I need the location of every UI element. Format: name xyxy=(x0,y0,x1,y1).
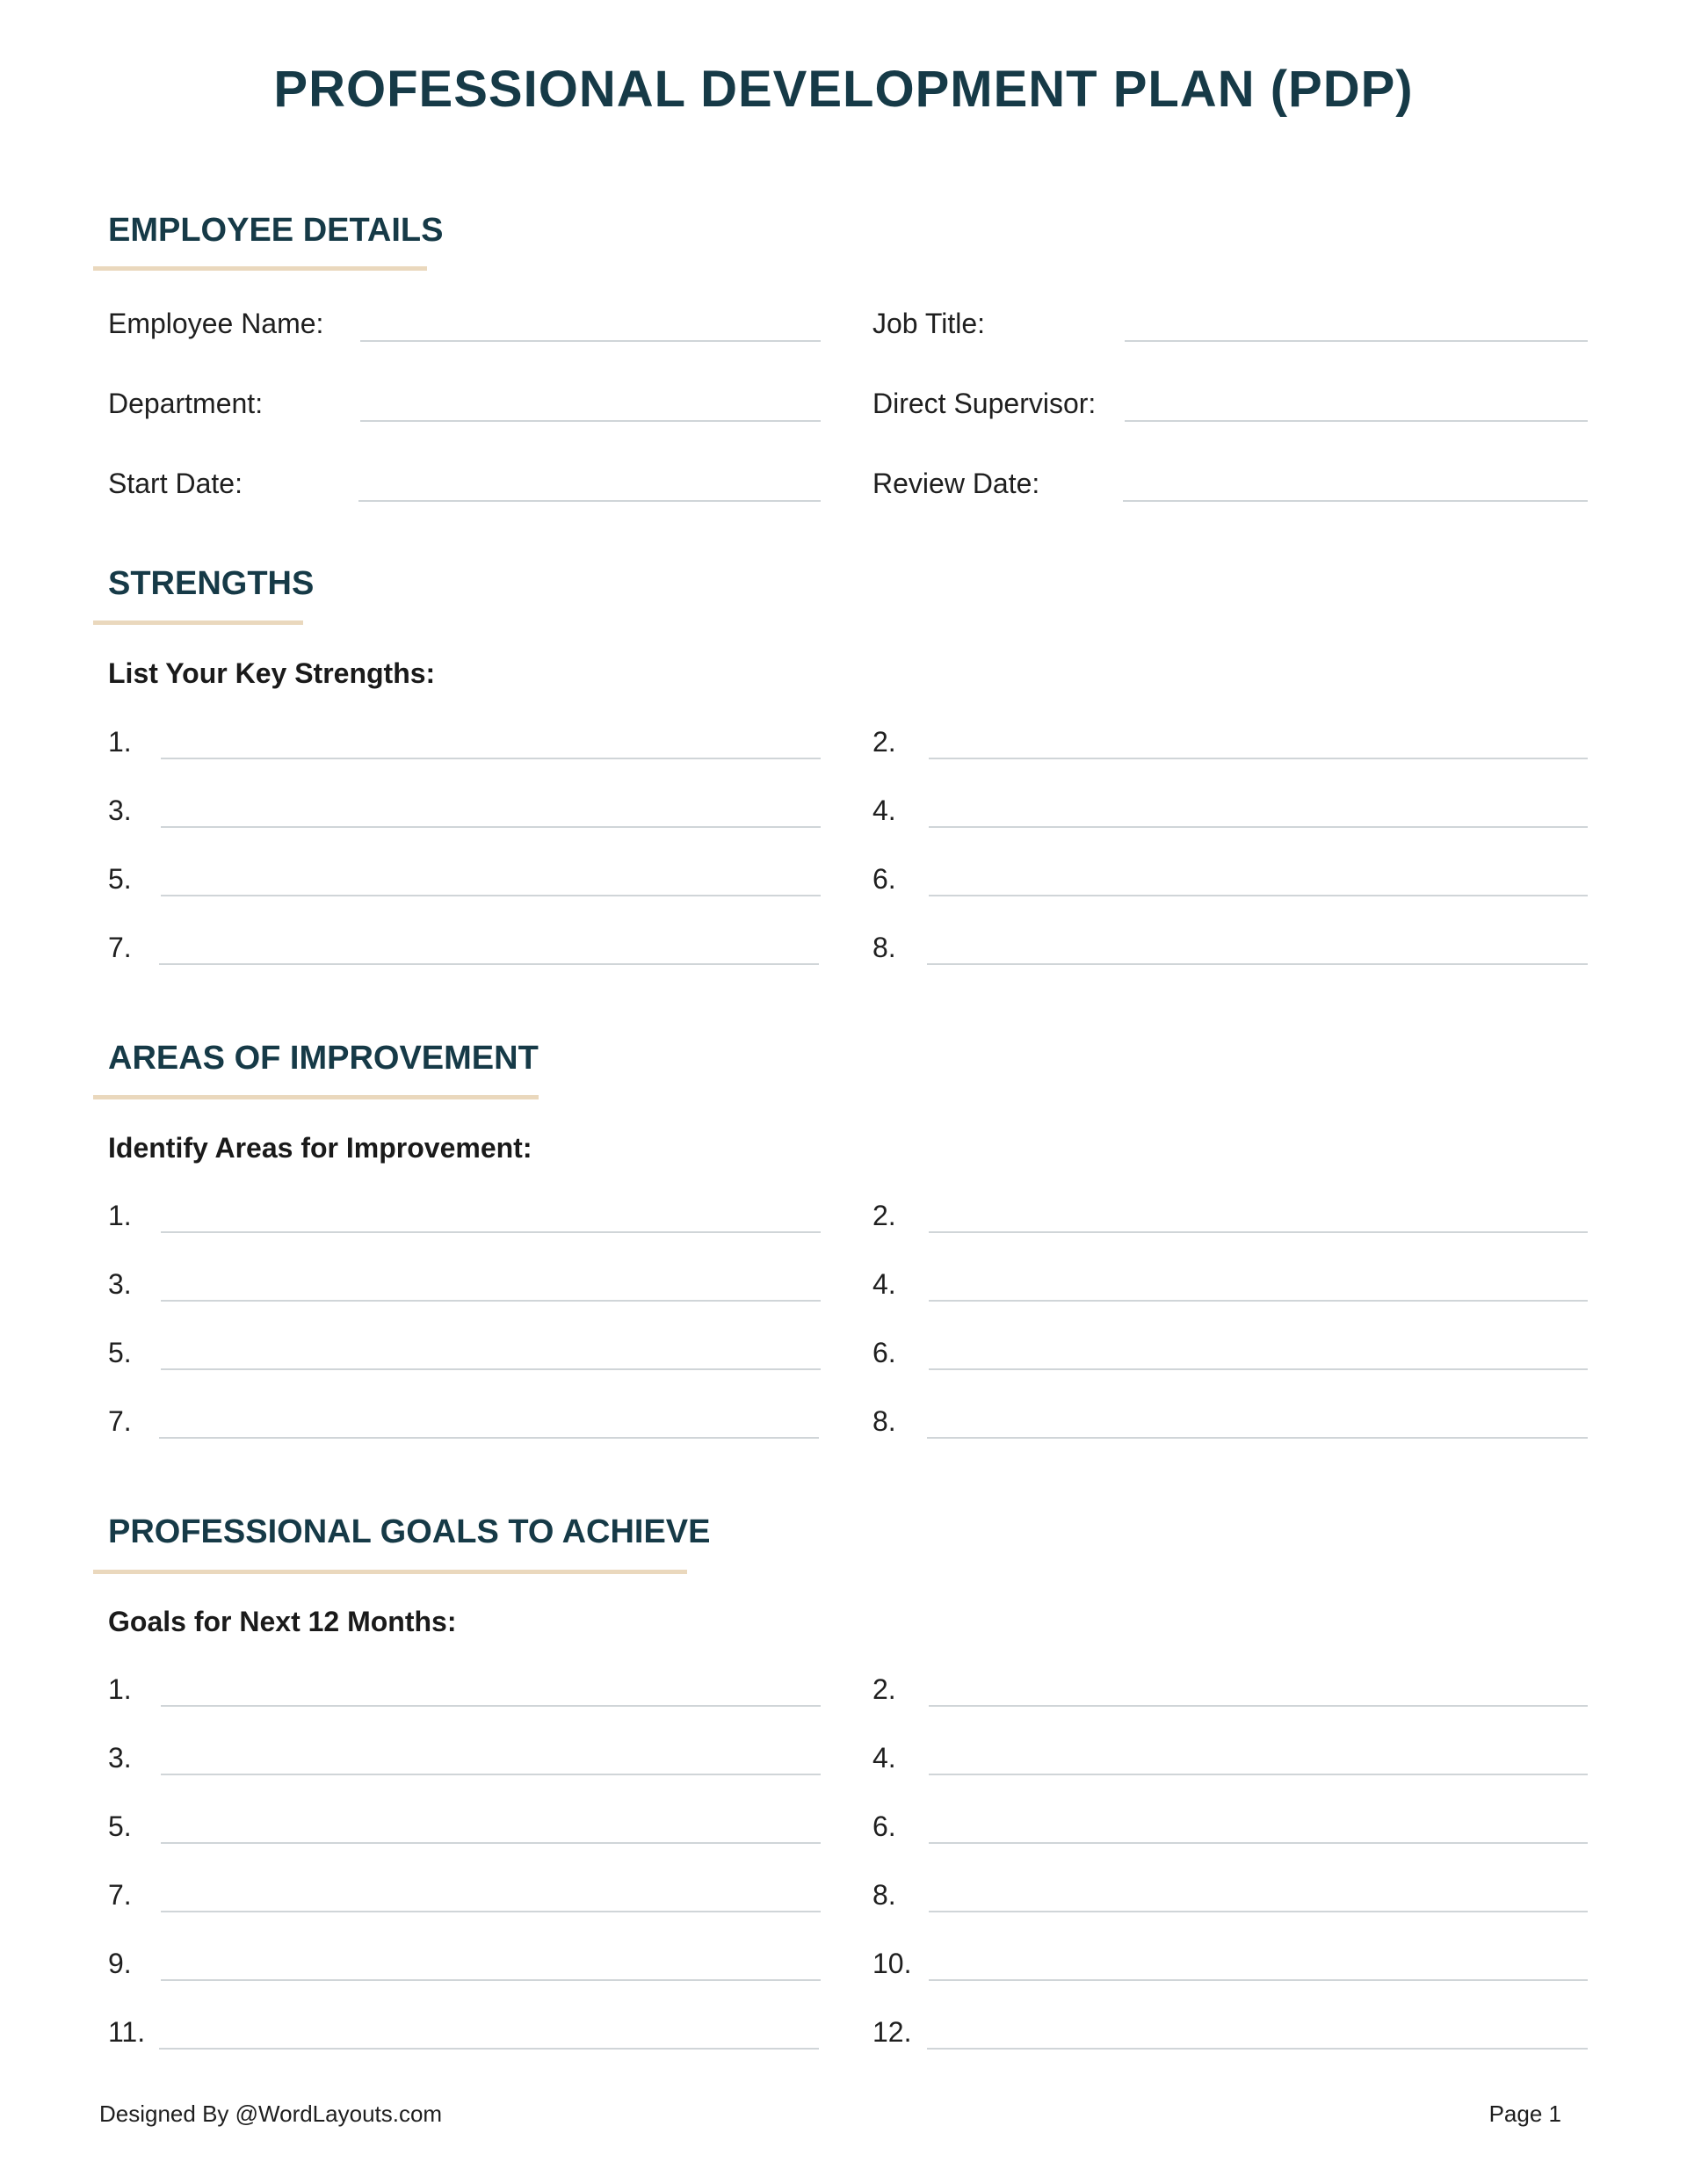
improvement-item-7-field[interactable] xyxy=(159,1437,819,1439)
strength-item-3-number: 3. xyxy=(108,795,132,826)
goal-item-9-number: 9. xyxy=(108,1948,132,1979)
improvement-item-8-number: 8. xyxy=(872,1405,896,1437)
improvement-item-6-number: 6. xyxy=(872,1337,896,1368)
strength-item-8-number: 8. xyxy=(872,932,896,963)
improvement-item-7-number: 7. xyxy=(108,1405,132,1437)
page-number: Page 1 xyxy=(1488,2101,1561,2127)
document-title: PROFESSIONAL DEVELOPMENT PLAN (PDP) xyxy=(273,61,1414,118)
strength-item-5-field[interactable] xyxy=(161,895,821,896)
goal-item-3-number: 3. xyxy=(108,1742,132,1774)
strength-item-3-field[interactable] xyxy=(161,826,821,828)
improvement-item-4-field[interactable] xyxy=(929,1300,1588,1302)
goal-item-7-field[interactable] xyxy=(161,1911,821,1912)
goal-item-12-number: 12. xyxy=(872,2016,912,2048)
employee-details-heading: EMPLOYEE DETAILS xyxy=(108,212,444,249)
job-title-label: Job Title: xyxy=(872,308,986,339)
goal-item-11-number: 11. xyxy=(108,2016,146,2048)
improvement-heading: AREAS OF IMPROVEMENT xyxy=(108,1040,539,1077)
employee-name-field[interactable] xyxy=(360,340,821,342)
improvement-item-2-field[interactable] xyxy=(929,1231,1588,1233)
goal-item-3-field[interactable] xyxy=(161,1774,821,1775)
improvement-item-3-field[interactable] xyxy=(161,1300,821,1302)
strength-item-7-number: 7. xyxy=(108,932,132,963)
strength-item-7-field[interactable] xyxy=(159,963,819,965)
strength-item-1-field[interactable] xyxy=(161,758,821,759)
improvement-item-4-number: 4. xyxy=(872,1268,896,1300)
job-title-field[interactable] xyxy=(1125,340,1588,342)
goal-item-10-number: 10. xyxy=(872,1948,912,1979)
goal-item-2-number: 2. xyxy=(872,1673,896,1705)
improvement-item-1-field[interactable] xyxy=(161,1231,821,1233)
improvement-item-5-number: 5. xyxy=(108,1337,132,1368)
goal-item-9-field[interactable] xyxy=(161,1979,821,1981)
review-date-field[interactable] xyxy=(1123,500,1588,502)
strength-item-1-number: 1. xyxy=(108,726,132,758)
footer-credit: Designed By @WordLayouts.com xyxy=(99,2101,443,2127)
start-date-field[interactable] xyxy=(358,500,821,502)
improvement-item-1-number: 1. xyxy=(108,1200,132,1231)
strength-item-6-number: 6. xyxy=(872,863,896,895)
department-label: Department: xyxy=(108,388,264,419)
improvement-item-8-field[interactable] xyxy=(927,1437,1588,1439)
direct-supervisor-field[interactable] xyxy=(1125,420,1588,422)
strength-item-6-field[interactable] xyxy=(929,895,1588,896)
goal-item-7-number: 7. xyxy=(108,1879,132,1911)
goal-item-1-number: 1. xyxy=(108,1673,132,1705)
goals-subheading: Goals for Next 12 Months: xyxy=(108,1606,457,1637)
strengths-subheading: List Your Key Strengths: xyxy=(108,657,436,689)
goal-item-8-field[interactable] xyxy=(929,1911,1588,1912)
goal-item-12-field[interactable] xyxy=(927,2048,1588,2050)
goal-item-10-field[interactable] xyxy=(929,1979,1588,1981)
improvement-item-3-number: 3. xyxy=(108,1268,132,1300)
goal-item-2-field[interactable] xyxy=(929,1705,1588,1707)
review-date-label: Review Date: xyxy=(872,468,1040,499)
start-date-label: Start Date: xyxy=(108,468,243,499)
strength-item-5-number: 5. xyxy=(108,863,132,895)
goal-item-4-field[interactable] xyxy=(929,1774,1588,1775)
employee-name-label: Employee Name: xyxy=(108,308,324,339)
strengths-heading: STRENGTHS xyxy=(108,565,315,602)
strength-item-2-field[interactable] xyxy=(929,758,1588,759)
goal-item-6-number: 6. xyxy=(872,1810,896,1842)
goal-item-5-field[interactable] xyxy=(161,1842,821,1844)
goal-item-5-number: 5. xyxy=(108,1810,132,1842)
goal-item-1-field[interactable] xyxy=(161,1705,821,1707)
strengths-heading-rule xyxy=(93,620,303,625)
improvement-item-5-field[interactable] xyxy=(161,1368,821,1370)
goal-item-8-number: 8. xyxy=(872,1879,896,1911)
goals-heading-rule xyxy=(93,1570,687,1574)
employee-details-heading-rule xyxy=(93,266,427,271)
strength-item-2-number: 2. xyxy=(872,726,896,758)
improvement-item-2-number: 2. xyxy=(872,1200,896,1231)
improvement-item-6-field[interactable] xyxy=(929,1368,1588,1370)
goals-heading: PROFESSIONAL GOALS TO ACHIEVE xyxy=(108,1513,711,1550)
direct-supervisor-label: Direct Supervisor: xyxy=(872,388,1097,419)
strength-item-8-field[interactable] xyxy=(927,963,1588,965)
improvement-heading-rule xyxy=(93,1095,539,1099)
goal-item-4-number: 4. xyxy=(872,1742,896,1774)
department-field[interactable] xyxy=(360,420,821,422)
goal-item-11-field[interactable] xyxy=(159,2048,819,2050)
strength-item-4-number: 4. xyxy=(872,795,896,826)
improvement-subheading: Identify Areas for Improvement: xyxy=(108,1132,532,1164)
strength-item-4-field[interactable] xyxy=(929,826,1588,828)
goal-item-6-field[interactable] xyxy=(929,1842,1588,1844)
